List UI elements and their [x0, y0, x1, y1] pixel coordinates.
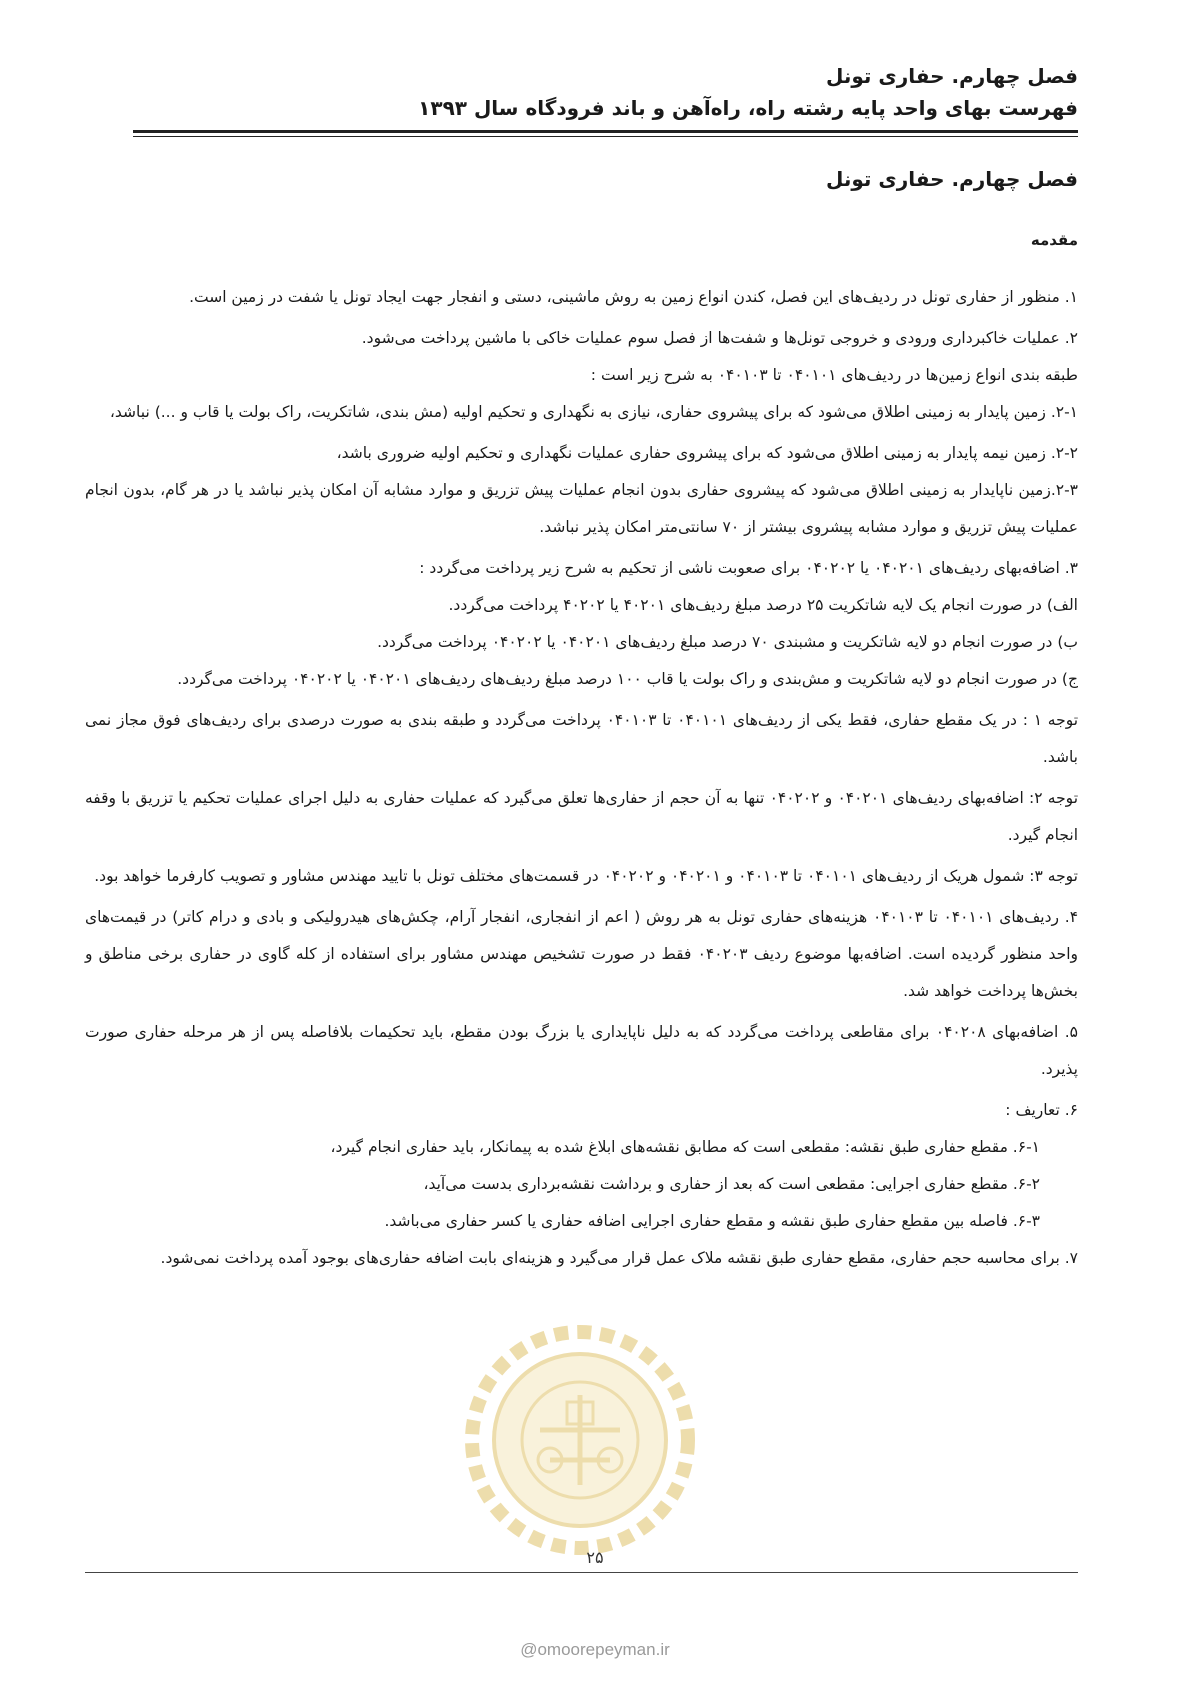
- running-header: [133, 60, 1078, 124]
- header-catalog-title: فهرست بهای واحد پایه رشته راه، راه‌آهن و باند فرودگاه سال ۱۳۹۳: [418, 96, 1078, 120]
- definition-6-3: ۶-۳. فاصله بین مقطع حفاری طبق نقشه و مقطع حفاری اجرایی اضافه حفاری یا کسر حفاری می‌باشد.: [384, 1212, 1040, 1230]
- page-number: ۲۵: [586, 1548, 604, 1567]
- note-3: توجه ۳: شمول هریک از ردیف‌های ۰۴۰۱۰۱ تا ۰۴۰۱۰۳ و ۰۴۰۲۰۱ و ۰۴۰۲۰۲ در قسمت‌های مختلف تونل با تایید مهندس مشاور و تصویب کارفرما خواهد بود.: [94, 867, 1078, 885]
- header-chapter-title: فصل چهارم. حفاری تونل: [825, 64, 1078, 88]
- header-rule-thin: [133, 136, 1078, 137]
- definition-6-2: ۶-۲. مقطع حفاری اجرایی: مقطعی است که بعد از حفاری و برداشت نقشه‌برداری بدست می‌آید،: [423, 1175, 1040, 1193]
- paragraph-3-alef: الف) در صورت انجام یک لایه شاتکریت ۲۵ درصد مبلغ ردیف‌های ۴۰۲۰۱ یا ۴۰۲۰۲ پرداخت می‌گردد.: [448, 596, 1078, 614]
- note-1: توجه ۱ : در یک مقطع حفاری، فقط یکی از ردیف‌های ۰۴۰۱۰۱ تا ۰۴۰۱۰۳ پرداخت می‌گردد و طبقه بندی به صورت درصدی برای ردیف‌های فوق مجاز نمی باشد.: [85, 711, 1079, 766]
- paragraph-4: ۴. ردیف‌های ۰۴۰۱۰۱ تا ۰۴۰۱۰۳ هزینه‌های حفاری تونل به هر روش ( اعم از انفجاری، انفجار آرام، چکش‌های هیدرولیکی و بادی و درام کاتر) در قیمت‌های واحد منظور گردیده است. اضافه‌بها موضوع ردیف ۰۴۰۲۰۳ فقط در صورت تشخیص مهندس مشاور برای استفاده از کله گاوی در حفاری برخی مناطق و بخش‌ها پرداخت خواهد شد.: [85, 908, 1079, 1000]
- paragraph-1: ۱. منظور از حفاری تونل در ردیف‌های این فصل، کندن انواع زمین به روش ماشینی، دستی و انفجار جهت ایجاد تونل یا شفت در زمین است.: [189, 288, 1078, 306]
- paragraph-3: ۳. اضافه‌بهای ردیف‌های ۰۴۰۲۰۱ یا ۰۴۰۲۰۲ برای صعوبت ناشی از تحکیم به شرح زیر پرداخت می‌گردد :: [419, 559, 1078, 577]
- paragraph-2-1: ۲-۱. زمین پایدار به زمینی اطلاق می‌شود که برای پیشروی حفاری، نیازی به نگهداری و تحکیم اولیه (مش بندی، شاتکریت، راک بولت یا قاب و ...) نباشد،: [109, 403, 1078, 421]
- body-text: [85, 279, 1078, 1281]
- paragraph-5: ۵. اضافه‌بهای ۰۴۰۲۰۸ برای مقاطعی پرداخت می‌گردد که به دلیل ناپایداری یا بزرگ بودن مقطع، باید تحکیمات بلافاصله پس از هر مرحله حفاری صورت پذیرد.: [85, 1023, 1078, 1078]
- footer-website: @omoorepeyman.ir: [520, 1640, 670, 1659]
- classification-intro: طبقه بندی انواع زمین‌ها در ردیف‌های ۰۴۰۱۰۱ تا ۰۴۰۱۰۳ به شرح زیر است :: [590, 366, 1078, 384]
- definitions-heading: ۶. تعاریف :: [1005, 1101, 1078, 1119]
- note-2: توجه ۲: اضافه‌بهای ردیف‌های ۰۴۰۲۰۱ و ۰۴۰۲۰۲ تنها به آن حجم از حفاری‌ها تعلق می‌گیرد که عملیات حفاری به دلیل اجرای عملیات تحکیم یا تزریق با وقفه انجام گیرد.: [85, 789, 1079, 844]
- section-title: فصل چهارم. حفاری تونل: [825, 167, 1078, 191]
- paragraph-7: ۷. برای محاسبه حجم حفاری، مقطع حفاری طبق نقشه ملاک عمل قرار می‌گیرد و هزینه‌ای بابت اضافه حفاری‌های بوجود آمده پرداخت نمی‌شود.: [160, 1249, 1078, 1267]
- paragraph-2: ۲. عملیات خاکبرداری ورودی و خروجی تونل‌ها و شفت‌ها از فصل سوم عملیات خاکی با ماشین پرداخت می‌شود.: [361, 329, 1078, 347]
- paragraph-3-be: ب) در صورت انجام دو لایه شاتکریت و مشبندی ۷۰ درصد مبلغ ردیف‌های ۰۴۰۲۰۱ یا ۰۴۰۲۰۲ پرداخت می‌گردد.: [377, 633, 1078, 651]
- introduction-heading: مقدمه: [1030, 231, 1078, 249]
- header-rule-thick: [133, 130, 1078, 133]
- paragraph-3-jim: ج) در صورت انجام دو لایه شاتکریت و مش‌بندی و راک بولت یا قاب ۱۰۰ درصد مبلغ ردیف‌های ردیف‌های ۰۴۰۲۰۱ یا ۰۴۰۲۰۲ پرداخت می‌گردد.: [177, 670, 1078, 688]
- definition-6-1: ۶-۱. مقطع حفاری طبق نقشه: مقطعی است که مطابق نقشه‌های ابلاغ شده به پیمانکار، باید حفاری انجام گیرد،: [330, 1138, 1040, 1156]
- paragraph-2-3: ۲-۳.زمین ناپایدار به زمینی اطلاق می‌شود که پیشروی حفاری بدون انجام عملیات پیش تزریق و موارد مشابه آن امکان پذیر نباشد یا در هر گام، بدون انجام عملیات پیش تزریق و موارد مشابه پیشروی بیشتر از ۷۰ سانتی‌متر امکان پذیر نباشد.: [85, 481, 1078, 536]
- watermark-logo: [455, 1310, 705, 1570]
- footer-rule: [85, 1572, 1078, 1573]
- paragraph-2-2: ۲-۲. زمین نیمه پایدار به زمینی اطلاق می‌شود که برای پیشروی حفاری عملیات نگهداری و تحکیم اولیه ضروری باشد،: [336, 444, 1078, 462]
